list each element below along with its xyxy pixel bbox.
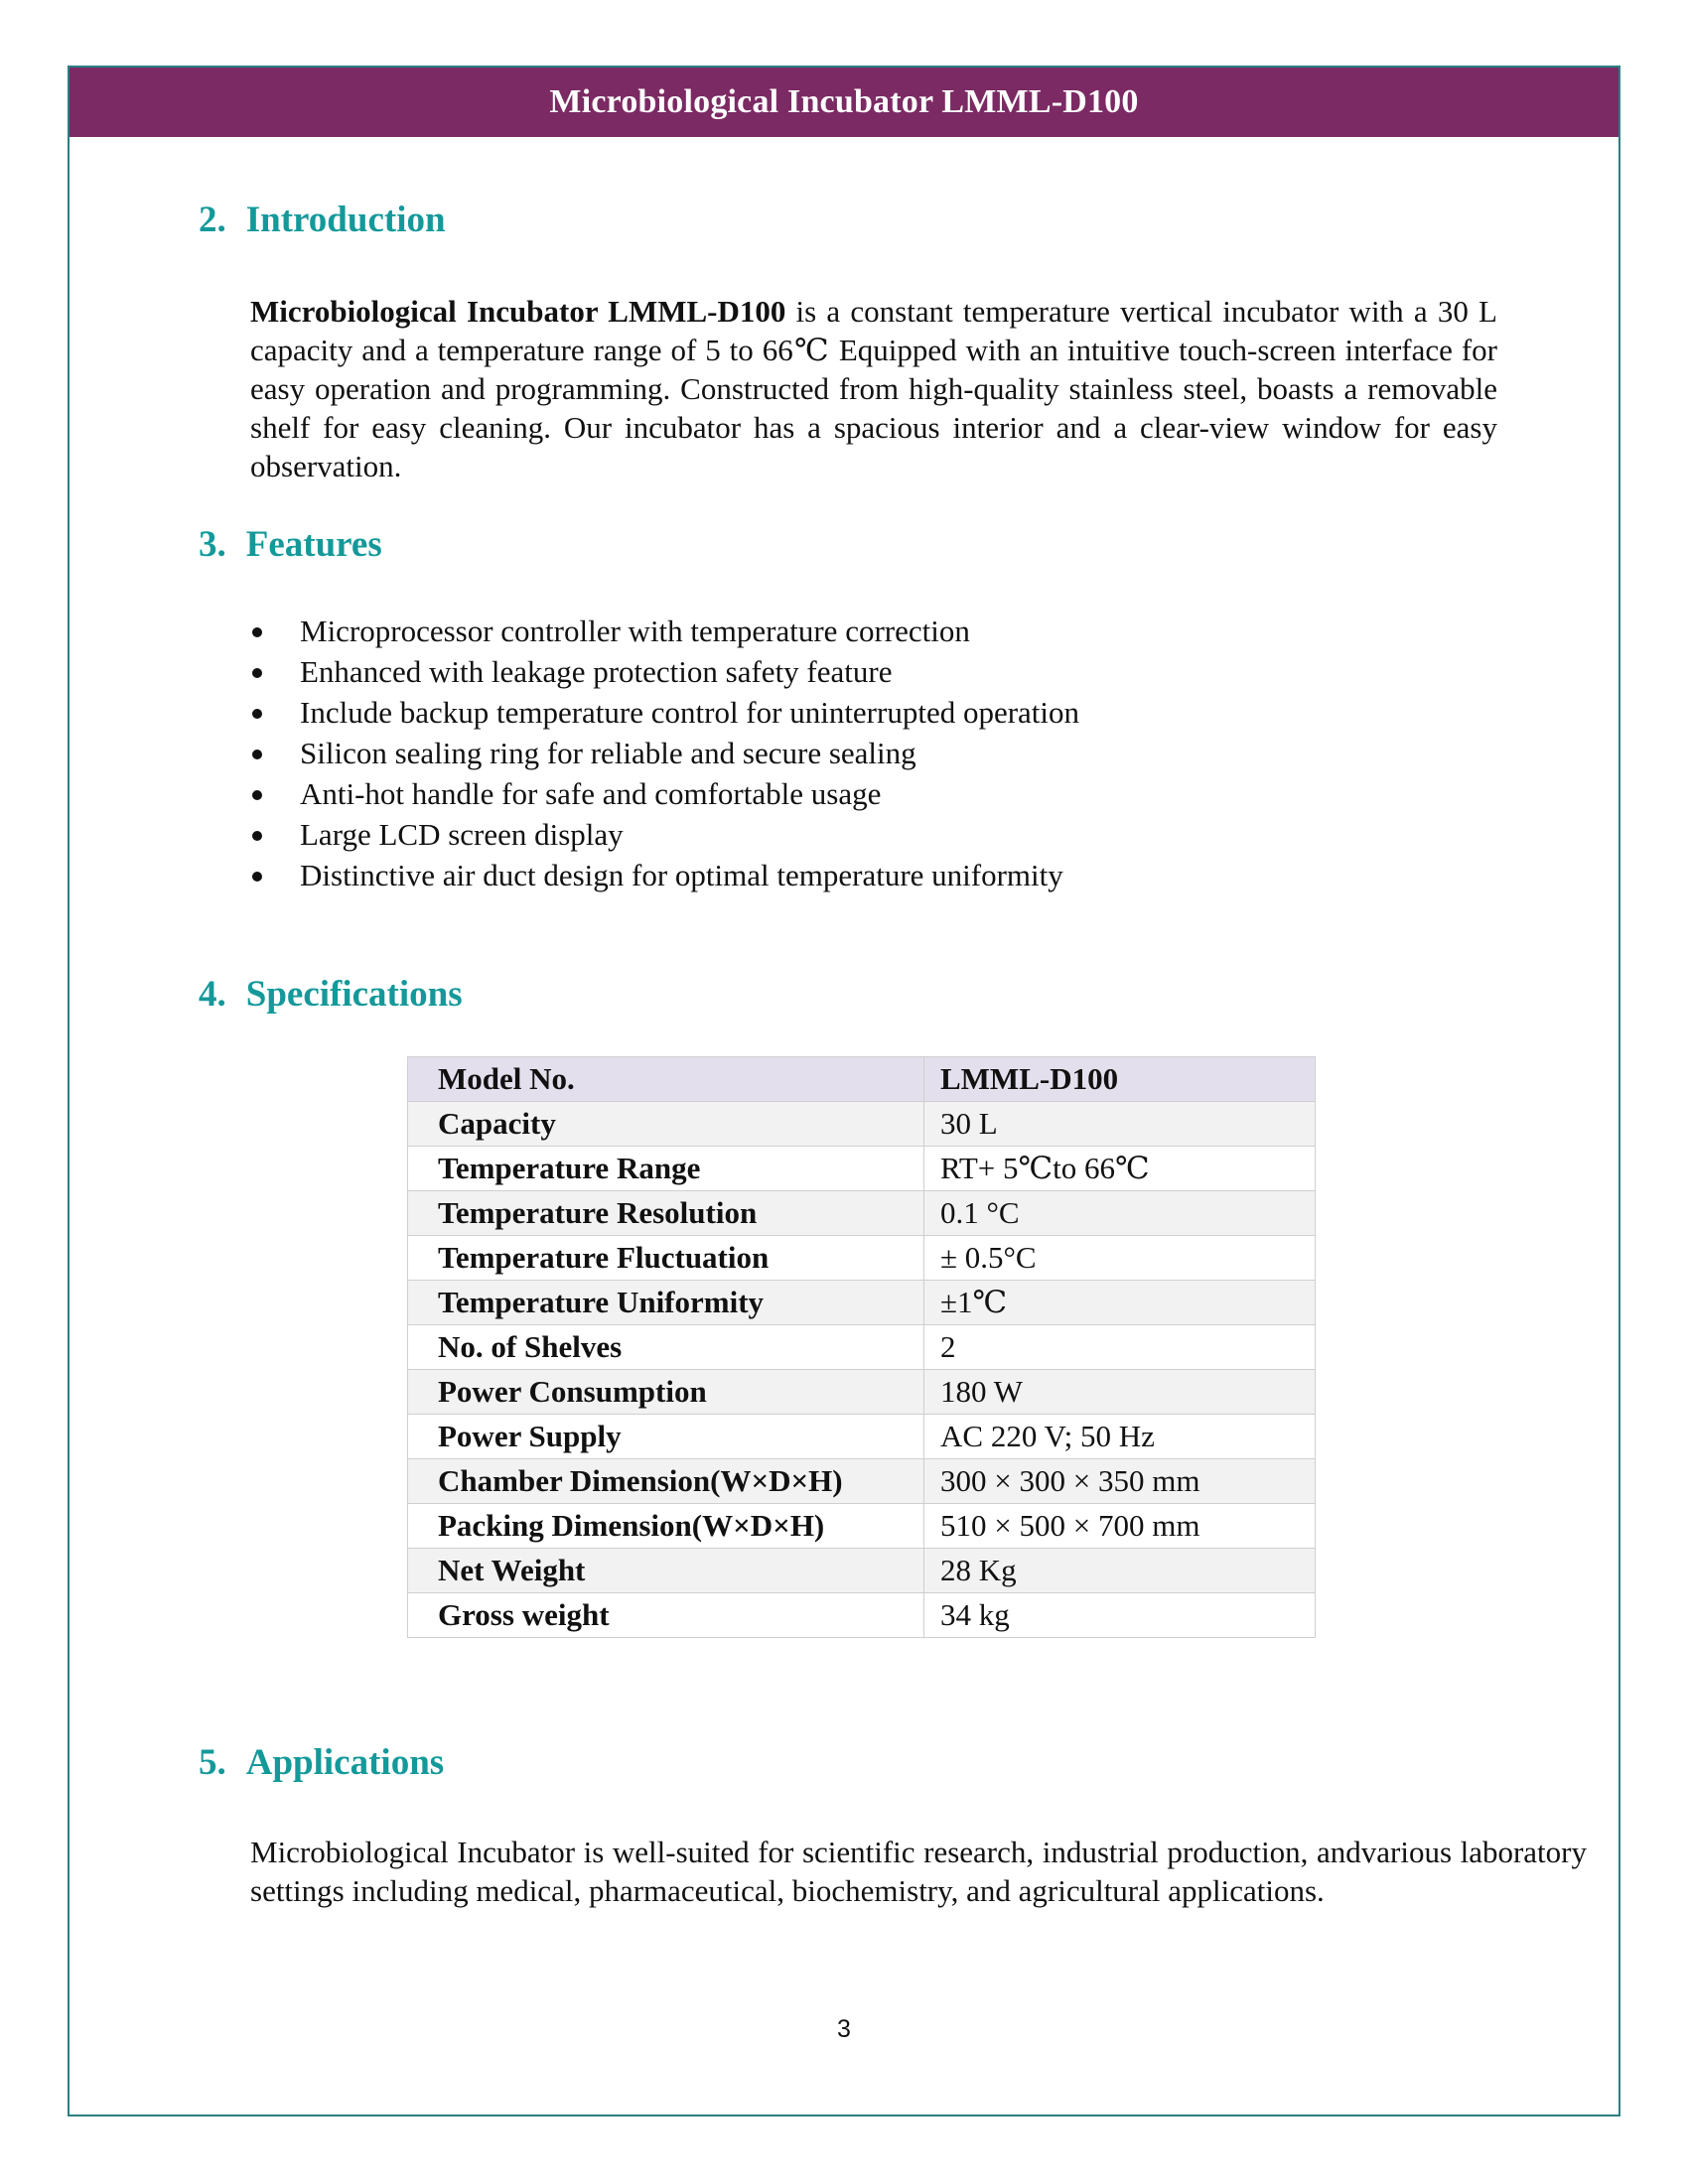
introduction-paragraph [250, 292, 1497, 485]
spec-label: Power Supply [408, 1415, 924, 1459]
document-title: Microbiological Incubator LMML-D100 [549, 83, 1139, 120]
spec-value: 28 Kg [924, 1549, 1316, 1593]
spec-value: AC 220 V; 50 Hz [924, 1415, 1316, 1459]
introduction-title: Introduction [245, 200, 446, 240]
introduction-product-name: Microbiological Incubator LMML-D100 [250, 294, 786, 329]
spec-label: Temperature Uniformity [408, 1281, 924, 1325]
table-row [408, 1370, 1316, 1415]
feature-item: Microprocessor controller with temperature correction [250, 611, 1079, 651]
table-row [408, 1281, 1316, 1325]
spec-value: ± 0.5°C [924, 1236, 1316, 1281]
feature-item: Include backup temperature control for uninterrupted operation [250, 692, 1079, 733]
introduction-text: is a constant temperature vertical incubator with a 30 L capacity and a temperature range of 5 to 66℃ Equipped with an intuitive touch-screen interface for easy operation and programming. Constructed from high-quality stainless steel, boasts a removable shelf for easy cleaning. Our incubator has a spacious interior and a clear-view window for easy observation. [250, 294, 1497, 483]
features-number: 3. [199, 524, 226, 565]
feature-item: Silicon sealing ring for reliable and secure sealing [250, 733, 1079, 773]
specifications-number: 4. [199, 974, 226, 1015]
spec-label: Packing Dimension(W×D×H) [408, 1504, 924, 1549]
table-row [408, 1236, 1316, 1281]
feature-item: Enhanced with leakage protection safety feature [250, 651, 1079, 692]
spec-value: RT+ 5℃to 66℃ [924, 1147, 1316, 1191]
specifications-title: Specifications [245, 974, 463, 1015]
introduction-number: 2. [199, 200, 226, 240]
spec-value: 2 [924, 1325, 1316, 1370]
table-row [408, 1325, 1316, 1370]
feature-item: Distinctive air duct design for optimal temperature uniformity [250, 855, 1079, 895]
features-title: Features [245, 524, 382, 565]
spec-label: Capacity [408, 1102, 924, 1147]
table-row [408, 1191, 1316, 1236]
spec-value: 300 × 300 × 350 mm [924, 1459, 1316, 1504]
feature-item: Anti-hot handle for safe and comfortable usage [250, 773, 1079, 814]
spec-value: 180 W [924, 1370, 1316, 1415]
spec-label: Model No. [408, 1057, 924, 1102]
table-row [408, 1549, 1316, 1593]
spec-label: Temperature Fluctuation [408, 1236, 924, 1281]
specifications-heading [199, 973, 463, 1016]
spec-label: Temperature Resolution [408, 1191, 924, 1236]
page-number: 3 [837, 2015, 851, 2043]
features-heading [199, 523, 382, 566]
feature-item: Large LCD screen display [250, 814, 1079, 855]
spec-label: Chamber Dimension(W×D×H) [408, 1459, 924, 1504]
spec-value: 30 L [924, 1102, 1316, 1147]
spec-label: Temperature Range [408, 1147, 924, 1191]
spec-label: Net Weight [408, 1549, 924, 1593]
table-row [408, 1593, 1316, 1638]
specifications-table [407, 1056, 1316, 1638]
document-header [70, 68, 1618, 137]
spec-label: Gross weight [408, 1593, 924, 1638]
table-header-row [408, 1057, 1316, 1102]
applications-number: 5. [199, 1742, 226, 1783]
features-list [250, 611, 1079, 895]
applications-title: Applications [245, 1742, 445, 1783]
spec-value: 34 kg [924, 1593, 1316, 1638]
spec-label: Power Consumption [408, 1370, 924, 1415]
spec-value: 510 × 500 × 700 mm [924, 1504, 1316, 1549]
table-row [408, 1459, 1316, 1504]
introduction-heading [199, 199, 446, 241]
table-row [408, 1415, 1316, 1459]
applications-heading [199, 1741, 444, 1784]
spec-value: LMML-D100 [924, 1057, 1316, 1102]
spec-value: 0.1 °C [924, 1191, 1316, 1236]
spec-label: No. of Shelves [408, 1325, 924, 1370]
table-row [408, 1147, 1316, 1191]
spec-value: ±1℃ [924, 1281, 1316, 1325]
table-row [408, 1102, 1316, 1147]
applications-paragraph: Microbiological Incubator is well-suited for scientific research, industrial production, andvarious laboratory settings including medical, pharmaceutical, biochemistry, and agricultural applications. [250, 1835, 1587, 1908]
table-row [408, 1504, 1316, 1549]
